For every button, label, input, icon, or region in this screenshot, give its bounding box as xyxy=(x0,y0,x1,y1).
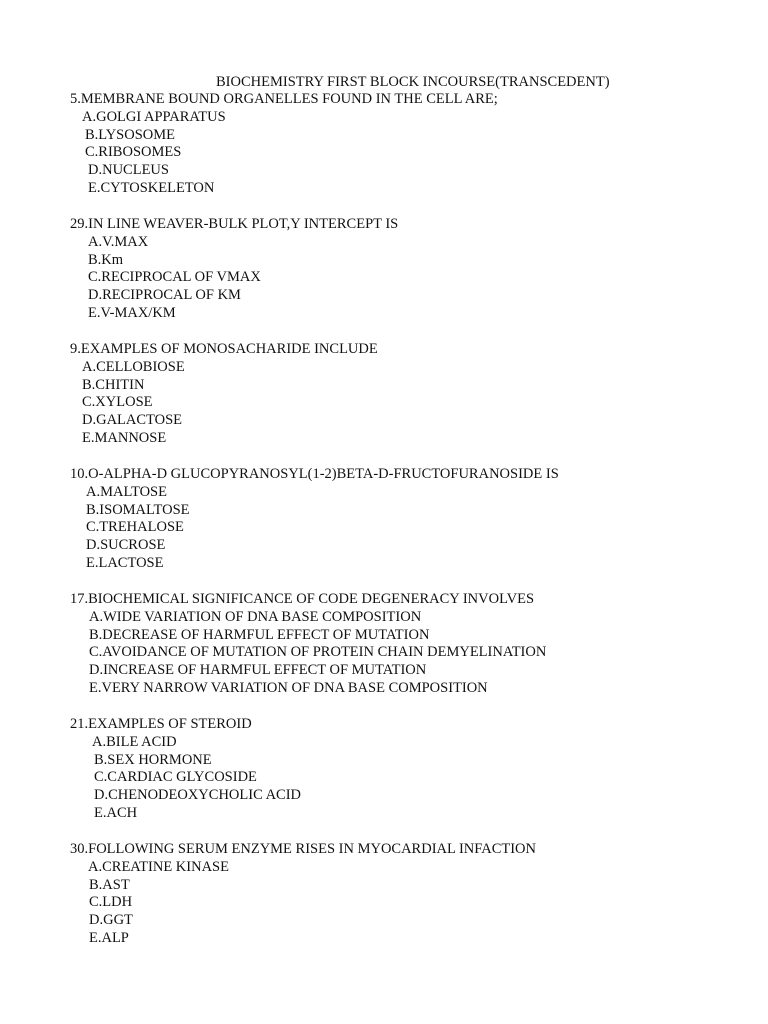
option-c: C.RIBOSOMES xyxy=(85,144,182,161)
question-stem: 5.MEMBRANE BOUND ORGANELLES FOUND IN THE CELL ARE; xyxy=(70,91,498,107)
option-c: C.LDH xyxy=(89,894,133,911)
option-b: B.ISOMALTOSE xyxy=(86,501,190,518)
option-a: A.WIDE VARIATION OF DNA BASE COMPOSITION xyxy=(89,608,422,625)
option-a: A.MALTOSE xyxy=(86,483,167,500)
question-stem: 30.FOLLOWING SERUM ENZYME RISES IN MYOCARDIAL INFACTION xyxy=(70,841,537,857)
option-e: E.VERY NARROW VARIATION OF DNA BASE COMPOSITION xyxy=(89,679,488,696)
option-b: B.CHITIN xyxy=(82,376,145,393)
option-a: A.V.MAX xyxy=(88,233,149,250)
option-e: E.CYTOSKELETON xyxy=(88,179,215,196)
option-d: D.CHENODEOXYCHOLIC ACID xyxy=(94,787,302,804)
option-d: D.GALACTOSE xyxy=(82,412,183,429)
question-stem: 21.EXAMPLES OF STEROID xyxy=(70,716,252,732)
option-c: C.XYLOSE xyxy=(82,394,153,411)
option-d: D.GGT xyxy=(89,912,133,929)
option-b: B.AST xyxy=(89,876,130,893)
question-block xyxy=(70,841,536,948)
option-d: D.NUCLEUS xyxy=(88,162,169,179)
question-block xyxy=(70,216,398,323)
option-e: E.LACTOSE xyxy=(86,554,164,571)
question-stem: 9.EXAMPLES OF MONOSACHARIDE INCLUDE xyxy=(70,341,378,357)
option-c: C.TREHALOSE xyxy=(86,519,184,536)
question-stem: 17.BIOCHEMICAL SIGNIFICANCE OF CODE DEGENERACY INVOLVES xyxy=(70,591,535,607)
option-a: A.CELLOBIOSE xyxy=(82,358,185,375)
option-b: B.DECREASE OF HARMFUL EFFECT OF MUTATION xyxy=(89,626,430,643)
option-e: E.MANNOSE xyxy=(82,429,167,446)
option-d: D.RECIPROCAL OF KM xyxy=(88,287,241,304)
option-c: C.CARDIAC GLYCOSIDE xyxy=(94,769,257,786)
option-d: D.INCREASE OF HARMFUL EFFECT OF MUTATION xyxy=(89,662,427,679)
question-stem: 29.IN LINE WEAVER-BULK PLOT,Y INTERCEPT IS xyxy=(70,216,399,232)
option-c: C.AVOIDANCE OF MUTATION OF PROTEIN CHAIN DEMYELINATION xyxy=(89,644,547,661)
question-block xyxy=(70,716,301,823)
question-stem: 10.O-ALPHA-D GLUCOPYRANOSYL(1-2)BETA-D-FRUCTOFURANOSIDE IS xyxy=(70,466,559,482)
option-a: A.CREATINE KINASE xyxy=(88,858,229,875)
option-b: B.LYSOSOME xyxy=(85,126,175,143)
option-e: E.ACH xyxy=(94,804,138,821)
question-block xyxy=(70,341,378,448)
option-e: E.V-MAX/KM xyxy=(88,304,176,321)
question-block xyxy=(70,91,498,198)
question-block xyxy=(70,591,546,698)
option-b: B.Km xyxy=(88,251,124,268)
option-b: B.SEX HORMONE xyxy=(94,751,212,768)
option-d: D.SUCROSE xyxy=(86,537,166,554)
option-a: A.GOLGI APPARATUS xyxy=(82,108,226,125)
option-a: A.BILE ACID xyxy=(92,733,177,750)
option-c: C.RECIPROCAL OF VMAX xyxy=(88,269,261,286)
document-title: BIOCHEMISTRY FIRST BLOCK INCOURSE(TRANSCEDENT) xyxy=(216,74,610,90)
question-block xyxy=(70,466,559,573)
option-e: E.ALP xyxy=(89,929,129,946)
